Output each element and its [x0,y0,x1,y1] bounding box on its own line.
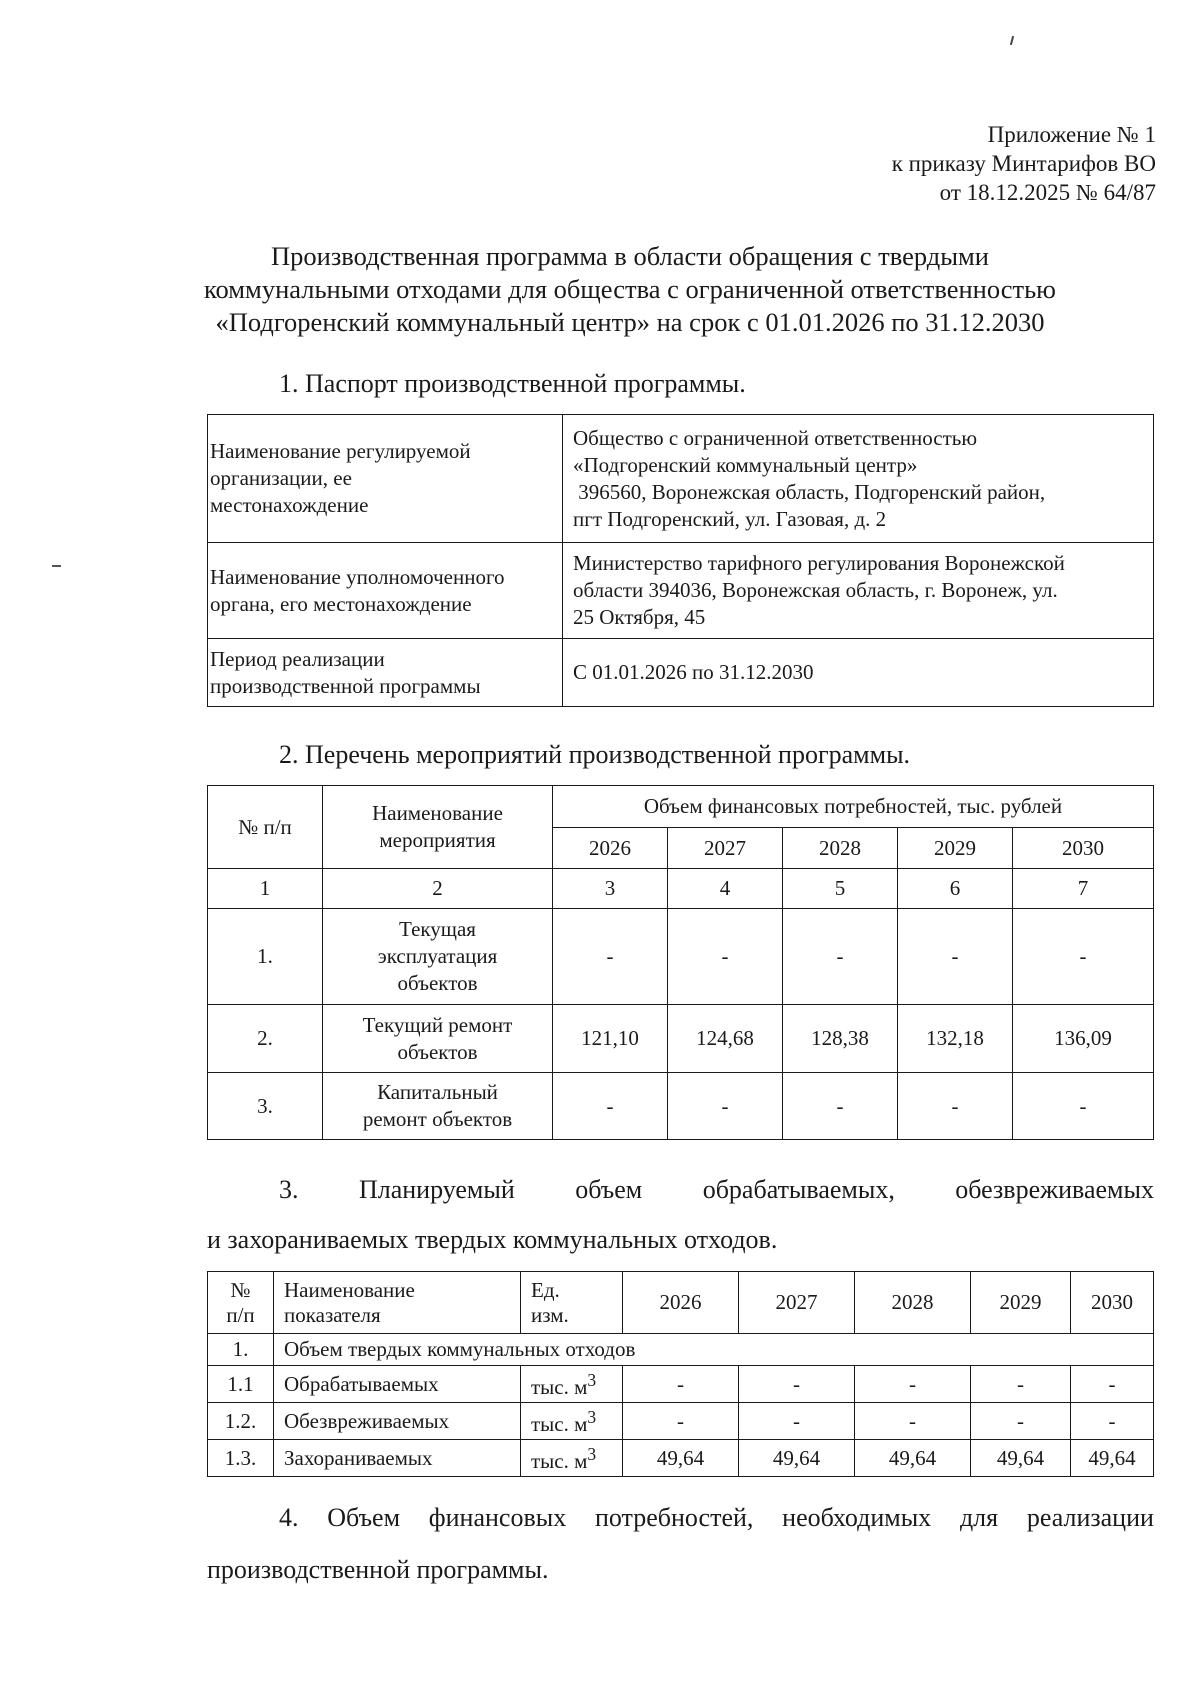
row-value: - [971,1403,1071,1440]
row-unit: тыс. $м^3$ [521,1366,623,1403]
row-value: 49,64 [1071,1440,1154,1477]
group-name: Объем твердых коммунальных отходов [274,1334,1154,1366]
header-year: 2027 [668,828,783,869]
row-name: Текущий ремонт объектов [323,1005,553,1073]
passport-label: Наименование уполномоченного органа, его местонахождение [208,543,563,639]
header-name: Наименование показателя [274,1272,521,1334]
header-year: 2029 [971,1272,1071,1334]
row-value: - [971,1366,1071,1403]
row-value: - [1071,1403,1154,1440]
index-cell: 2 [323,869,553,909]
row-value: - [739,1366,855,1403]
index-row [208,869,1154,909]
header-year: 2030 [1013,828,1154,869]
table-row [208,1440,1154,1477]
section-2-heading: 2. Перечень мероприятий производственной программы. [279,740,911,769]
header-num: № п/п [208,786,323,869]
row-name: Капитальный ремонт объектов [323,1073,553,1140]
row-value: - [553,909,668,1005]
row-name: Обрабатываемых [274,1366,521,1403]
row-value: - [783,909,898,1005]
table-row [208,639,1154,707]
row-value: 124,68 [668,1005,783,1073]
section-3-heading-line2: и захораниваемых твердых коммунальных отходов. [207,1225,778,1254]
header-year: 2027 [739,1272,855,1334]
table-row [208,1403,1154,1440]
row-value: 121,10 [553,1005,668,1073]
row-value: 49,64 [623,1440,739,1477]
row-num: 1. [208,1334,274,1366]
section-4-heading-line2: производственной программы. [207,1555,549,1584]
table-row [208,1366,1154,1403]
header-year: 2030 [1071,1272,1154,1334]
table-group-row [208,1334,1154,1366]
passport-label: Наименование регулируемой организации, ее местонахождение [208,415,563,543]
section-1-heading: 1. Паспорт производственной программы. [279,369,746,398]
row-value: 128,38 [783,1005,898,1073]
row-name: Текущая эксплуатация объектов [323,909,553,1005]
passport-value: Общество с ограниченной ответственностью «Подгоренский коммунальный центр» 396560, Воронежская область, Подгоренский район, пгт Подгоренский, ул. Газовая, д. 2 [563,415,1154,543]
row-value: - [1071,1366,1154,1403]
activities-table [207,785,1154,1140]
index-cell: 4 [668,869,783,909]
row-num: 3. [208,1073,323,1140]
row-num: 1. [208,909,323,1005]
table-row [208,1073,1154,1140]
scan-mark [52,565,61,567]
row-name: Обезвреживаемых [274,1403,521,1440]
table-header-row [208,1272,1154,1334]
table-header-row [208,786,1154,828]
header-year: 2028 [855,1272,971,1334]
row-value: - [623,1366,739,1403]
waste-volume-table [207,1271,1154,1477]
table-row [208,909,1154,1005]
row-num: 1.2. [208,1403,274,1440]
row-num: 1.3. [208,1440,274,1477]
row-value: - [553,1073,668,1140]
header-unit: Ед. изм. [521,1272,623,1334]
row-value: 49,64 [971,1440,1071,1477]
title-line: «Подгоренский коммунальный центр» на срок с 01.01.2026 по 31.12.2030 [215,307,1045,337]
header-num: № п/п [208,1272,274,1334]
passport-value: Министерство тарифного регулирования Воронежской области 394036, Воронежская область, г. Воронеж, ул. 25 Октября, 45 [563,543,1154,639]
row-num: 2. [208,1005,323,1073]
header-name: Наименование мероприятия [323,786,553,869]
row-name: Захораниваемых [274,1440,521,1477]
row-value: - [855,1403,971,1440]
passport-table [207,414,1154,707]
header-year: 2026 [553,828,668,869]
row-value: - [623,1403,739,1440]
scan-mark [1010,36,1014,45]
row-value: - [739,1403,855,1440]
row-value: - [855,1366,971,1403]
row-value: - [668,1073,783,1140]
passport-value: С 01.01.2026 по 31.12.2030 [563,639,1154,707]
row-unit: тыс. $м^3$ [521,1403,623,1440]
row-value: - [783,1073,898,1140]
title-line: Производственная программа в области обращения с твердыми [271,241,989,271]
index-cell: 3 [553,869,668,909]
row-value: - [898,1073,1013,1140]
section-4-heading: 4. Объем финансовых потребностей, необходимых для реализации [279,1503,1154,1532]
row-value: 136,09 [1013,1005,1154,1073]
section-3-heading: 3. Планируемый объем обрабатываемых, обезвреживаемых [279,1175,1154,1204]
index-cell: 5 [783,869,898,909]
row-value: - [1013,1073,1154,1140]
index-cell: 1 [208,869,323,909]
index-cell: 6 [898,869,1013,909]
row-unit: тыс. $м^3$ [521,1440,623,1477]
table-row [208,543,1154,639]
row-value: 49,64 [739,1440,855,1477]
header-year: 2026 [623,1272,739,1334]
appendix-line: к приказу Минтарифов ВО [891,151,1156,176]
row-value: 49,64 [855,1440,971,1477]
document-title [195,240,1065,339]
header-year: 2029 [898,828,1013,869]
appendix-line: от 18.12.2025 № 64/87 [939,180,1156,205]
table-row [208,1005,1154,1073]
row-value: - [898,909,1013,1005]
header-group: Объем финансовых потребностей, тыс. рублей [553,786,1154,828]
index-cell: 7 [1013,869,1154,909]
table-row [208,415,1154,543]
row-value: - [668,909,783,1005]
row-num: 1.1 [208,1366,274,1403]
appendix-line: Приложение № 1 [987,122,1156,147]
appendix-reference [892,120,1156,207]
header-year: 2028 [783,828,898,869]
title-line: коммунальными отходами для общества с ограниченной ответственностью [204,274,1056,304]
row-value: - [1013,909,1154,1005]
row-value: 132,18 [898,1005,1013,1073]
passport-label: Период реализации производственной программы [208,639,563,707]
